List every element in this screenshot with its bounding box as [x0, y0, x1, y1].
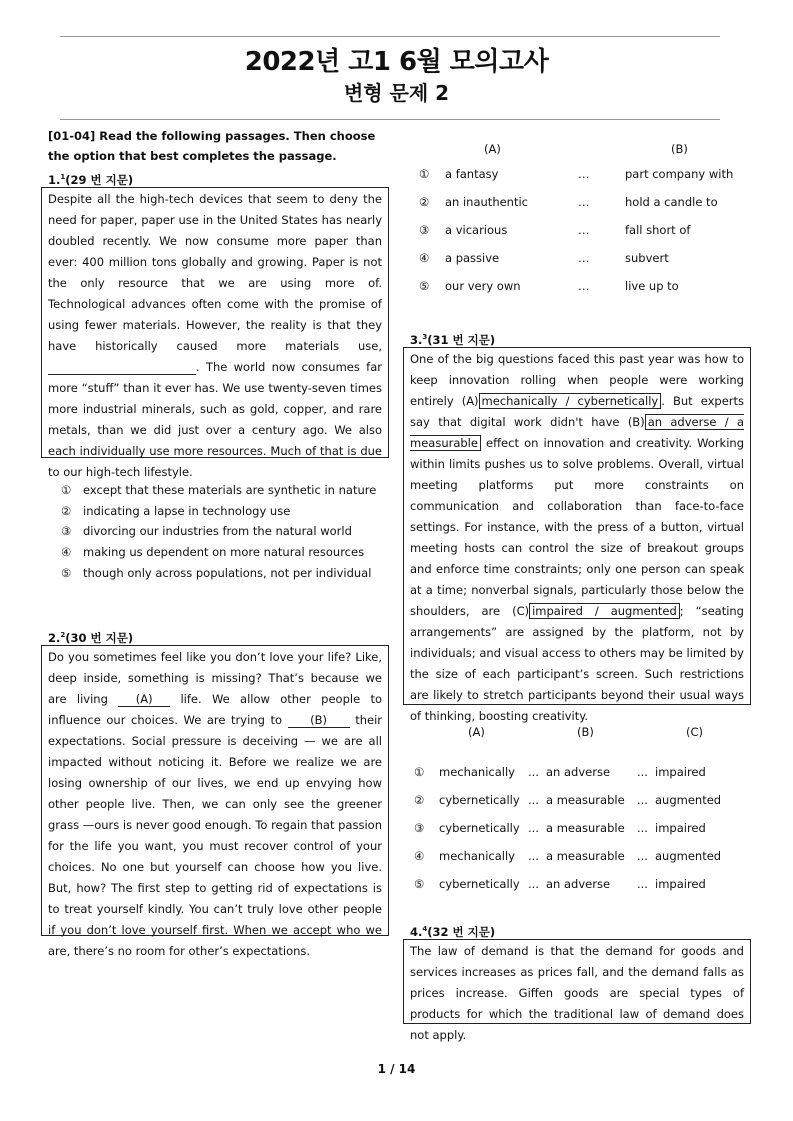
q2-number: 2. — [48, 631, 61, 645]
q2-passage-part3: their expectations. Social pressure is deceiving — we are all impacted without noticing it. Before we realize we are losing ownership of our lives, we end up envying how other people live. Then, we can only see the greener grass —ours is never good enough. To regain that passion for the life you want, you must recover control of your choices. No one but yourself can choose how you live. But, how? The first step to getting rid of expectations is to treat yourself kindly. You can’t truly love other people if you don’t love yourself first. When we accept who we are, there’s no room for other’s expectations. — [48, 713, 382, 958]
q1-source: (29 번 지문) — [65, 173, 134, 187]
q2-option-4[interactable] — [415, 244, 755, 272]
option-c: augmented — [655, 793, 722, 807]
q1-option-2[interactable] — [61, 501, 391, 522]
q3-choice-box-b[interactable]: an adverse / a measurable — [410, 415, 745, 450]
q3-choice-box-c[interactable]: impaired / augmented — [529, 603, 680, 619]
option-number: ④ — [61, 545, 72, 560]
option-text: making us dependent on more natural resources — [83, 545, 365, 560]
q1-heading — [48, 168, 133, 189]
option-a: cybernetically — [439, 793, 520, 807]
option-c: impaired — [655, 877, 706, 891]
q2-options-header — [415, 138, 755, 160]
q2-footnote: 2 — [60, 631, 66, 639]
option-a: an inauthentic — [445, 195, 528, 209]
q1-blank[interactable] — [48, 360, 196, 375]
q4-number: 4. — [410, 925, 423, 939]
option-dots: ... — [637, 793, 648, 807]
q3-options-header — [410, 722, 755, 750]
option-c: augmented — [655, 849, 722, 863]
option-dots: … — [578, 223, 590, 237]
option-dots: ... — [637, 877, 648, 891]
page-title: 2022년 고1 6월 모의고사 — [244, 47, 549, 77]
q1-passage-part1: Despite all the high-tech devices that seem to deny the need for paper, paper use in the United States has nearly doubled recently. We now consume more paper than ever: 400 million tons globally and growing. Paper is not the only resource that we are using more of. Technological advances often come with the promise of using fewer materials. However, the reality is that they have historically caused more materials use, — [48, 192, 382, 353]
q3-passage-part4: ; “seating arrangements” are assigned by the platform, not by individuals; and visual access to others may be limited by the size of each participant’s screen. Such restrictions are likely to stretch participants beyond their usual ways of thinking, boosting creativity. — [410, 604, 744, 723]
option-text: except that these materials are synthetic in nature — [83, 483, 377, 497]
option-a: a passive — [445, 251, 500, 265]
option-b: a measurable — [546, 793, 625, 807]
q2-options-table — [415, 138, 755, 300]
q2-passage — [41, 645, 389, 958]
q3-option-1[interactable] — [410, 758, 755, 786]
option-text: divorcing our industries from the natural world — [83, 524, 352, 539]
option-text: though only across populations, not per individual — [83, 565, 372, 580]
option-a: cybernetically — [439, 821, 520, 835]
q1-option-5[interactable] — [61, 563, 391, 584]
q1-passage-part2: . The world now consumes far more “stuff” than it ever has. We use twenty-seven times more industrial minerals, such as gold, copper, and rare metals, than we did just over a century ago. We also each individually use more resources. Much of that is due to our high-tech lifestyle. — [48, 360, 382, 479]
option-b: an adverse — [546, 765, 611, 779]
q2-passage-part1: Do you sometimes feel like you don’t love your life? Like, deep inside, something is missing? That’s because we are living — [48, 650, 382, 706]
option-c: impaired — [655, 765, 706, 779]
option-b: fall short of — [625, 223, 691, 237]
q1-option-1[interactable] — [61, 480, 391, 501]
q3-number: 3. — [410, 333, 423, 347]
q2-blank-b[interactable]: (B) — [288, 713, 350, 728]
q1-option-4[interactable] — [61, 542, 391, 563]
q2-passage-part2: life. We allow other people to influence our choices. We are trying to — [48, 692, 382, 727]
q1-option-3[interactable] — [61, 521, 391, 542]
q4-source: (32 번 지문) — [427, 925, 496, 939]
q1-options — [61, 480, 391, 583]
q3-col-a-header: (A) — [468, 725, 485, 739]
page-subtitle: 변형 문제 2 — [343, 81, 450, 105]
option-a: our very own — [445, 279, 521, 293]
option-dots: ... — [528, 849, 539, 863]
option-number: ④ — [414, 849, 425, 863]
q4-heading — [410, 920, 495, 941]
q3-option-3[interactable] — [410, 814, 755, 842]
q3-passage — [403, 347, 751, 723]
option-dots: ... — [637, 821, 648, 835]
option-b: a measurable — [546, 849, 625, 863]
option-dots: … — [578, 279, 590, 293]
q3-footnote: 3 — [422, 333, 428, 341]
q3-label-c: (C) — [512, 604, 530, 618]
q2-heading — [48, 626, 133, 647]
q3-options-table — [410, 722, 755, 890]
q4-passage-text: The law of demand is that the demand for goods and services increases as prices fall, and the demand falls as prices increase. Giffen goods are special types of products for which the traditional law of demand does not apply. — [410, 944, 744, 1042]
option-dots: … — [578, 167, 590, 181]
option-number: ① — [419, 167, 430, 181]
option-b: a measurable — [546, 821, 625, 835]
option-dots: ... — [528, 821, 539, 835]
q2-option-3[interactable] — [415, 216, 755, 244]
option-number: ⑤ — [419, 279, 430, 293]
option-b: subvert — [625, 251, 669, 265]
q2-option-2[interactable] — [415, 188, 755, 216]
q2-option-1[interactable] — [415, 160, 755, 188]
q1-passage — [41, 187, 389, 479]
q4-passage — [403, 939, 751, 1042]
option-b: live up to — [625, 279, 679, 293]
option-text: indicating a lapse in technology use — [83, 503, 291, 518]
option-dots: … — [578, 251, 590, 265]
option-number: ② — [419, 195, 430, 209]
option-dots: ... — [637, 849, 648, 863]
option-number: ③ — [414, 821, 425, 835]
top-rule — [60, 36, 720, 37]
option-a: a vicarious — [445, 223, 508, 237]
q3-option-4[interactable] — [410, 842, 755, 870]
header-rule — [60, 119, 720, 120]
page-number: 1 / 14 — [377, 1062, 416, 1076]
q3-passage-part3: effect on innovation and creativity. Working within limits pushes us to solve problems. Overall, virtual meeting platforms put more constraints on communication and collaboration than face-to-face settings. For instance, with the press of a button, virtual meeting hosts can control the size of breakout groups and enforce time constraints; only one person can speak at a time; nonverbal signals, particularly those below the shoulders, are — [410, 436, 744, 618]
q2-option-5[interactable] — [415, 272, 755, 300]
q3-label-b: (B) — [627, 415, 645, 429]
q3-option-2[interactable] — [410, 786, 755, 814]
option-dots: ... — [528, 877, 539, 891]
instruction: [01-04] Read the following passages. Then choose the option that best completes the passage. — [48, 129, 376, 163]
option-a: mechanically — [439, 849, 515, 863]
option-a: cybernetically — [439, 877, 520, 891]
option-b: part company with — [625, 167, 734, 181]
q4-footnote: 4 — [422, 925, 428, 933]
option-dots: ... — [528, 793, 539, 807]
q3-label-a: (A) — [461, 394, 479, 408]
q3-heading — [410, 328, 495, 349]
option-number: ③ — [61, 524, 72, 539]
option-a: mechanically — [439, 765, 515, 779]
q2-blank-a[interactable]: (A) — [118, 692, 170, 707]
option-number: ⑤ — [61, 565, 72, 580]
q3-col-c-header: (C) — [686, 725, 704, 739]
q1-footnote: 1 — [60, 173, 66, 181]
option-c: impaired — [655, 821, 706, 835]
option-number: ③ — [419, 223, 430, 237]
q3-passage-part1: One of the big questions faced this past year was how to keep innovation rolling when people were working entirely — [410, 352, 744, 408]
option-a: a fantasy — [445, 167, 499, 181]
q3-source: (31 번 지문) — [427, 333, 496, 347]
q2-col-b-header: (B) — [671, 142, 688, 156]
option-dots: ... — [637, 765, 648, 779]
option-dots: … — [578, 195, 590, 209]
q2-source: (30 번 지문) — [65, 631, 134, 645]
option-number: ① — [61, 483, 72, 497]
option-number: ① — [414, 765, 425, 779]
option-dots: ... — [528, 765, 539, 779]
option-number: ② — [414, 793, 425, 807]
option-number: ② — [61, 503, 72, 518]
q3-passage-part2: . But experts say that digital work didn't have — [410, 394, 744, 429]
option-b: an adverse — [546, 877, 611, 891]
q1-number: 1. — [48, 173, 61, 187]
option-number: ⑤ — [414, 877, 425, 891]
q3-option-5[interactable] — [410, 870, 755, 898]
q3-choice-box-a[interactable]: mechanically / cybernetically — [479, 393, 662, 409]
q2-col-a-header: (A) — [484, 142, 501, 156]
option-b: hold a candle to — [625, 195, 718, 209]
option-number: ④ — [419, 251, 430, 265]
q3-col-b-header: (B) — [577, 725, 594, 739]
